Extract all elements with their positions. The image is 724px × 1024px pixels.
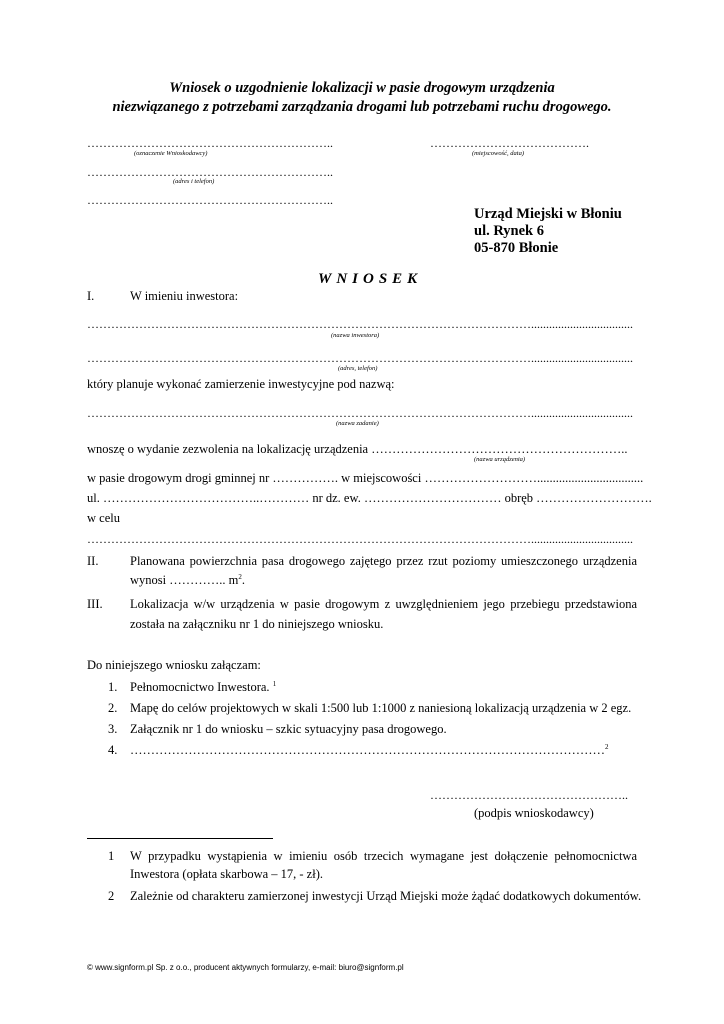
footnote-separator — [87, 838, 273, 839]
investor-name-field[interactable]: ………………………………………………………………………………………………….................................. — [87, 317, 633, 331]
device-name-caption: (nazwa urządzenia) — [474, 456, 526, 463]
footnote-ref-1: 1 — [272, 680, 277, 688]
footnote-ref-2: 2 — [605, 743, 609, 751]
section-2-line1: Planowana powierzchnia pasa drogowego zajętego przez rzut poziomy umieszczonego urządzenia — [130, 554, 637, 568]
attachment-2-text: Mapę do celów projektowych w skali 1:500 lub 1:1000 z naniesioną lokalizacją urządzenia w 2 egz. — [130, 701, 632, 715]
recipient-street: ul. Rynek 6 — [474, 223, 544, 239]
recipient-postal: 05-870 Błonie — [474, 240, 559, 256]
attachment-4[interactable] — [130, 743, 609, 758]
signature-caption: (podpis wnioskodawcy) — [474, 806, 594, 820]
attachment-3-text: Załącznik nr 1 do wniosku – szkic sytuacyjny pasa drogowego. — [130, 722, 447, 736]
address-field[interactable]: …………………………………………………….. — [87, 165, 333, 179]
attachment-1-number: 1. — [108, 680, 118, 694]
investor-name-caption: (nazwa inwestora) — [331, 332, 380, 339]
footnote-2-line1: Zależnie od charakteru zamierzonej inwestycji Urząd Miejski może żądać dodatkowych dokumentów. — [130, 889, 642, 903]
place-date-caption: (miejscowość, data) — [472, 150, 524, 157]
page-footer: © www.signform.pl Sp. z o.o., producent aktywnych formularzy, e-mail: biuro@signform.pl — [87, 963, 404, 972]
attachment-2-number: 2. — [108, 701, 118, 715]
area-end: . — [241, 573, 245, 588]
request-line[interactable]: wnoszę o wydanie zezwolenia na lokalizację urządzenia …………………………………………………….. — [87, 442, 628, 456]
section-3-line1: Lokalizacja w/w urządzenia w pasie drogowym z uwzględnieniem jego przebiegu przedstawiona — [130, 597, 637, 611]
attachment-1 — [130, 680, 276, 695]
address-field-2[interactable]: …………………………………………………….. — [87, 193, 333, 207]
applicant-caption: (oznaczenie Wnioskodawcy) — [134, 150, 208, 157]
task-name-caption: (nazwa zadanie) — [336, 420, 379, 427]
area-text: wynosi ………….. m — [130, 573, 239, 588]
section-1-number: I. — [87, 289, 95, 303]
road-line[interactable]: w pasie drogowym drogi gminnej nr ……………. w miejscowości ……………………….................................. — [87, 471, 644, 485]
section-2-line2[interactable] — [130, 573, 245, 588]
plan-text: który planuje wykonać zamierzenie inwestycyjne pod nazwą: — [87, 377, 395, 391]
footnote-2-number: 2 — [108, 889, 115, 903]
investor-address-field[interactable]: ………………………………………………………………………………………………….................................. — [87, 351, 633, 365]
place-date-field[interactable]: …………………………………. — [430, 136, 589, 150]
address-caption: (adres i telefon) — [173, 178, 215, 185]
attachment-1-text: Pełnomocnictwo Inwestora. — [130, 680, 270, 695]
attachment-4-field[interactable]: …………………………………………………………………………………………………… — [130, 743, 605, 758]
section-1-text: W imieniu inwestora: — [130, 289, 239, 303]
street-line[interactable]: ul. ………………………………..………… nr dz. ew. …………………………… obręb ………………………. — [87, 491, 652, 505]
investor-address-caption: (adres, telefon) — [338, 365, 378, 372]
footnote-1-number: 1 — [108, 849, 115, 863]
area-unit-superscript: 2 — [238, 573, 242, 581]
section-2-number: II. — [87, 554, 99, 568]
footnote-1-line1: W przypadku wystąpienia w imieniu osób trzecich wymagane jest dołączenie pełnomocnictwa — [130, 849, 637, 863]
applicant-field[interactable]: …………………………………………………….. — [87, 136, 333, 150]
signature-field[interactable]: ………………………………………….. — [430, 788, 628, 802]
section-3-number: III. — [87, 597, 103, 611]
document-title-line1: Wniosek o uzgodnienie lokalizacji w pasie drogowym urządzenia — [169, 80, 555, 96]
form-heading: WNIOSEK — [318, 271, 423, 287]
attachment-3-number: 3. — [108, 722, 118, 736]
section-3-line2: została na załączniku nr 1 do niniejszego wniosku. — [130, 617, 384, 631]
recipient-name: Urząd Miejski w Błoniu — [474, 206, 622, 222]
document-title-line2: niezwiązanego z potrzebami zarządzania drogami lub potrzebami ruchu drogowego. — [112, 99, 612, 115]
task-name-field[interactable]: ………………………………………………………………………………………………….................................. — [87, 406, 633, 420]
purpose-label: w celu — [87, 511, 120, 525]
attachment-4-number: 4. — [108, 743, 118, 757]
attachments-intro: Do niniejszego wniosku załączam: — [87, 658, 261, 672]
footnote-1-line2: Inwestora (opłata skarbowa – 17, - zł). — [130, 867, 323, 881]
purpose-field[interactable]: ………………………………………………………………………………………………….................................. — [87, 532, 633, 546]
